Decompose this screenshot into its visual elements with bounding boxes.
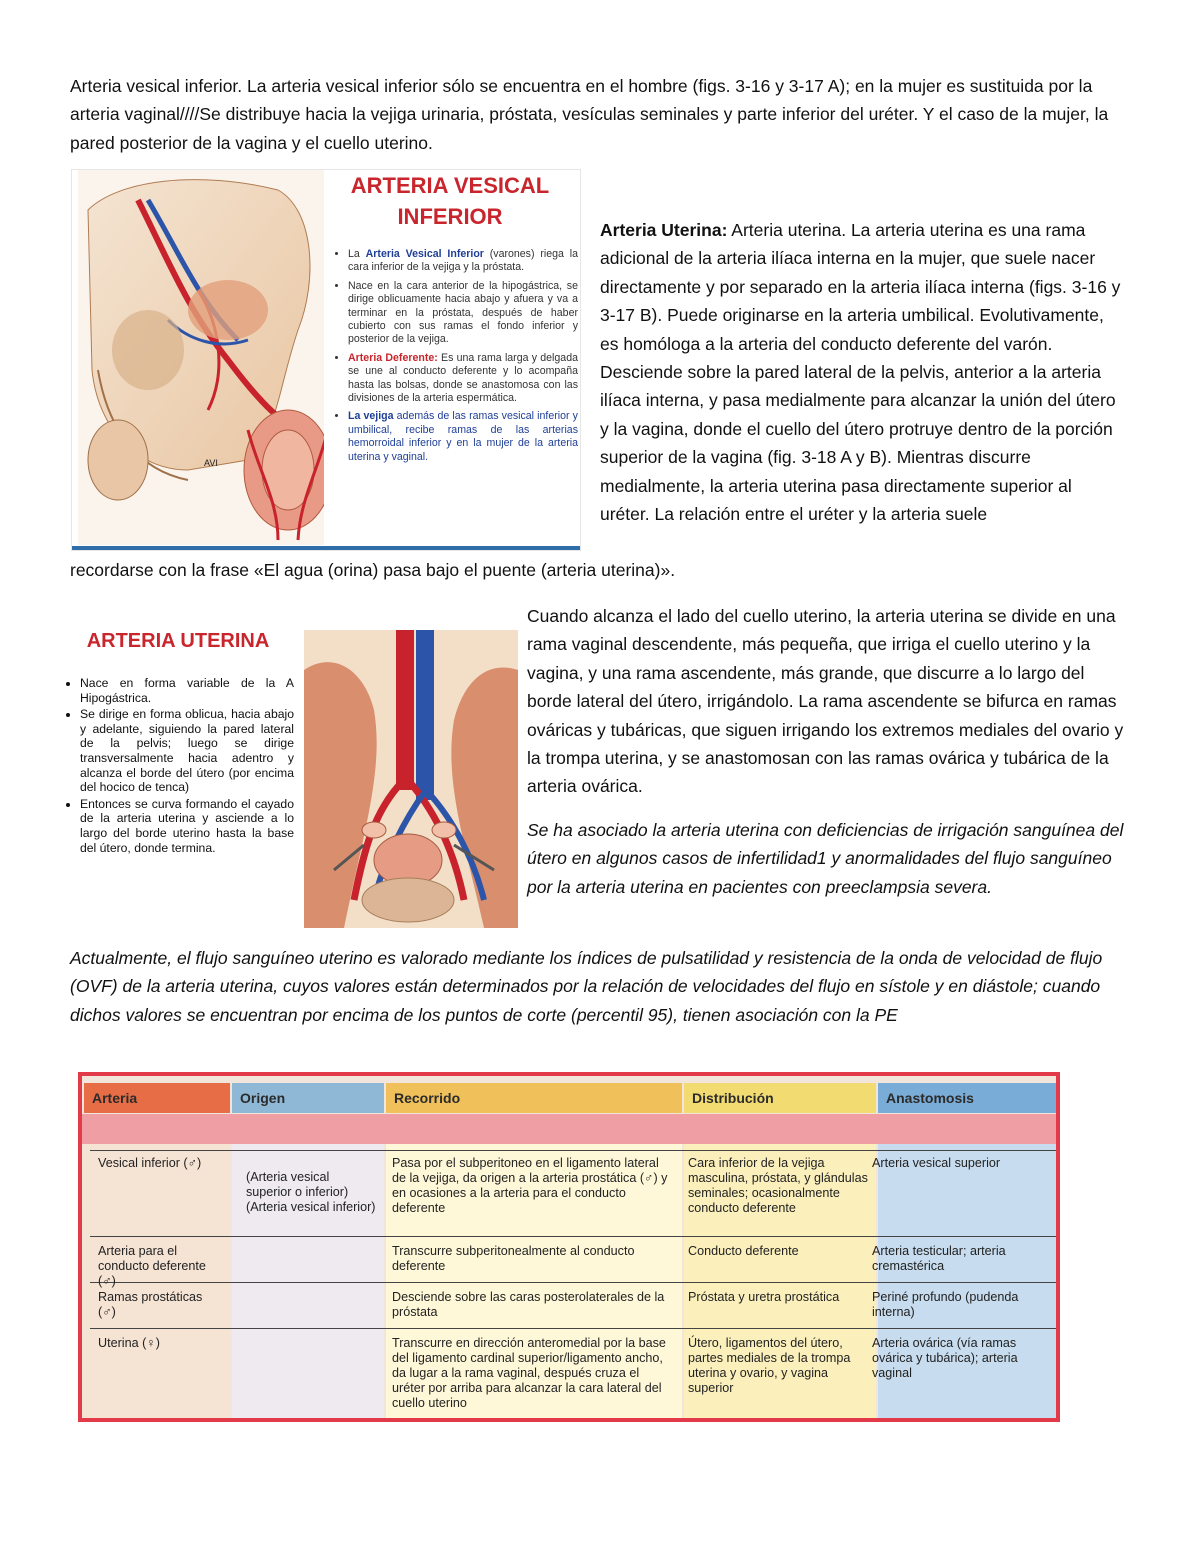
bullet-text: Es una rama larga y delgada se une al conducto deferente y lo acompaña hasta las bolsas, donde se anastomosa con las divisiones de la arteria espermática.: [348, 351, 578, 405]
header-anastomosis: Anastomosis: [878, 1083, 1056, 1113]
table-band: [82, 1114, 1056, 1144]
row-divider: [90, 1236, 1056, 1237]
intro-paragraph: Arteria vesical inferior. La arteria vesical inferior sólo se encuentra en el hombre (figs. 3-16 y 3-17 A); en la mujer es sustituida por la arteria vaginal////Se distribuye hacia la vejiga urinaria, próstata, vesículas seminales y parte inferior del uréter. Y el caso de la mujer, la pared posterior de la vagina y el cuello uterino.: [70, 76, 1109, 153]
avi-label: AVI: [204, 458, 218, 468]
header-arteria: Arteria: [84, 1083, 230, 1113]
bullet-item: • Se dirige en forma oblicua, hacia abajo y adelante, siguiendo la pared lateral de la pelvis; luego se dirige transversalmente hacia adentro y alcanza el borde del útero (por encima del hocico de tenca): [80, 707, 294, 795]
row1-recorrido: Pasa por el subperitoneo en el ligamento lateral de la vejiga, da origen a la arteria prostática (♂) y en ocasiones a la arteria para el conducto deferente: [392, 1156, 668, 1215]
origen-cell: (Arteria vesical superior o inferior) (Arteria vesical inferior): [246, 1170, 376, 1214]
row3-arteria: Ramas prostáticas (♂): [98, 1290, 203, 1319]
row1-anastomosis: Arteria vesical superior: [872, 1156, 1001, 1170]
bullet-item: • Nace en forma variable de la A Hipogástrica.: [80, 676, 294, 705]
row1-arteria: Vesical inferior (♂): [98, 1156, 202, 1170]
arteries-table: [78, 1072, 1060, 1422]
row4-anastomosis: Arteria ovárica (vía ramas ovárica y tubárica); arteria vaginal: [872, 1336, 1018, 1380]
row4-recorrido: Transcurre en dirección anteromedial por la base del ligamento cardinal superior/ligamento ancho, da lugar a la rama vaginal, después cruza el uréter por arriba para alcanzar la cara lateral del cuello uterino: [392, 1336, 666, 1410]
row4-arteria: Uterina (♀): [98, 1336, 160, 1350]
infertility-paragraph: Se ha asociado la arteria uterina con deficiencias de irrigación sanguínea del útero en algunos casos de infertilidad1 y anormalidades del flujo sanguíneo por la arteria uterina en pacientes con preeclampsia severa.: [527, 820, 1124, 897]
row-divider: [90, 1328, 1056, 1329]
uterine-label: Arteria Uterina:: [600, 220, 728, 240]
header-distribucion: Distribución: [684, 1083, 876, 1113]
bullet-text: además de las ramas vesical inferior y umbilical, recibe ramas de las arterias hemorroidal inferior y en la mujer de la arteria uterina y vaginal.: [348, 410, 578, 463]
bullet-text: La: [348, 248, 366, 260]
row2-distribucion: Conducto deferente: [688, 1244, 799, 1258]
bullet-item: [348, 410, 578, 464]
row3-distribucion: Próstata y uretra prostática: [688, 1290, 840, 1304]
arteria-uterina-title: ARTERIA UTERINA: [86, 630, 270, 652]
bullet-item: • Nace en la cara anterior de la hipogástrica, se dirige oblicuamente hacia abajo y afuera y va a terminar en la próstata, después de haber cubierto con sus ramas el fondo inferior y posterior de la vejiga.: [348, 280, 578, 347]
vesical-inferior-slide: [72, 170, 580, 550]
bullet-key: Arteria Deferente:: [348, 351, 438, 364]
vesical-inferior-bullets: [330, 248, 578, 469]
row-divider: [90, 1150, 1056, 1151]
bullet-item: • Entonces se curva formando el cayado de la arteria uterina y asciende a lo largo del borde uterino hasta la base del útero, donde termina.: [80, 797, 294, 855]
uterine-paragraph: [600, 216, 1125, 528]
row4-distribucion: Útero, ligamentos del útero, partes mediales de la trompa uterina y ovario, y vagina superior: [688, 1336, 851, 1395]
ovf-paragraph: Actualmente, el flujo sanguíneo uterino es valorado mediante los índices de pulsatilidad y resistencia de la onda de velocidad de flujo (OVF) de la arteria uterina, cuyos valores están determinados por la relación de velocidades del flujo en sístole y en diástole; cuando dichos valores se encuentran por encima de los puntos de corte (percentil 95), tienen asociación con la PE: [70, 948, 1103, 1025]
bullet-item: [348, 248, 578, 275]
row3-recorrido: Desciende sobre las caras posterolaterales de la próstata: [392, 1290, 665, 1319]
row1-distribucion: Cara inferior de la vejiga masculina, próstata, y glándulas seminales; ocasionalmente conducto deferente: [688, 1156, 868, 1215]
header-recorrido: Recorrido: [386, 1083, 682, 1113]
bullet-item: [348, 352, 578, 406]
vesical-inferior-title: ARTERIA VESICAL INFERIOR: [350, 173, 550, 229]
header-origen: Origen: [232, 1083, 384, 1113]
recall-paragraph: recordarse con la frase «El agua (orina) pasa bajo el puente (arteria uterina)».: [70, 560, 676, 580]
row2-arteria: Arteria para el conducto deferente (♂): [98, 1244, 206, 1288]
division-paragraph: Cuando alcanza el lado del cuello uterino, la arteria uterina se divide en una rama vaginal descendente, más pequeña, que irriga el cuello uterino y la vagina, y una rama ascendente, más grande, que discurre a lo largo del borde lateral del útero, irrigándolo. La rama ascendente se bifurca en ramas ováricas y tubáricas, que siguen irrigando los extremos mediales del ovario y la trompa uterina, y se anastomosan con las ramas ovárica y tubárica de la arteria ovárica.: [527, 606, 1124, 797]
uterine-text: Arteria uterina. La arteria uterina es una rama adicional de la arteria ilíaca interna en la mujer, que suele nacer directamente y por separado en la arteria ilíaca interna (figs. 3-16 y 3-17 B). Puede originarse en la arteria umbilical. Evolutivamente, es homóloga a la arteria del conducto deferente del varón. Desciende sobre la pared lateral de la pelvis, anterior a la arteria ilíaca interna, y pasa medialmente para alcanzar la unión del útero y la vagina, donde el cuello del útero protruye dentro de la porción superior de la vagina (fig. 3-18 A y B). Mientras discurre medialmente, la arteria uterina pasa directamente superior al uréter. La relación entre el uréter y la arteria suele: [600, 220, 1121, 525]
bullet-key: Arteria Vesical Inferior: [365, 248, 484, 260]
arteria-uterina-bullets: [62, 676, 294, 857]
row3-anastomosis: Periné profundo (pudenda interna): [872, 1290, 1019, 1319]
slide-bottom-bar: [72, 546, 580, 550]
uterus-anatomy-illustration: [304, 630, 518, 928]
bullet-text: (varones) riega la cara inferior de la vejiga y la próstata.: [348, 248, 579, 274]
pelvis-anatomy-illustration: [78, 170, 324, 545]
table-body: [82, 1076, 1056, 1418]
bullet-key: La vejiga: [348, 410, 394, 423]
row-divider: [90, 1282, 1056, 1283]
row2-anastomosis: Arteria testicular; arteria cremastérica: [872, 1244, 1006, 1273]
row2-recorrido: Transcurre subperitonealmente al conducto deferente: [392, 1244, 635, 1273]
arteria-uterina-slide: [58, 622, 520, 932]
